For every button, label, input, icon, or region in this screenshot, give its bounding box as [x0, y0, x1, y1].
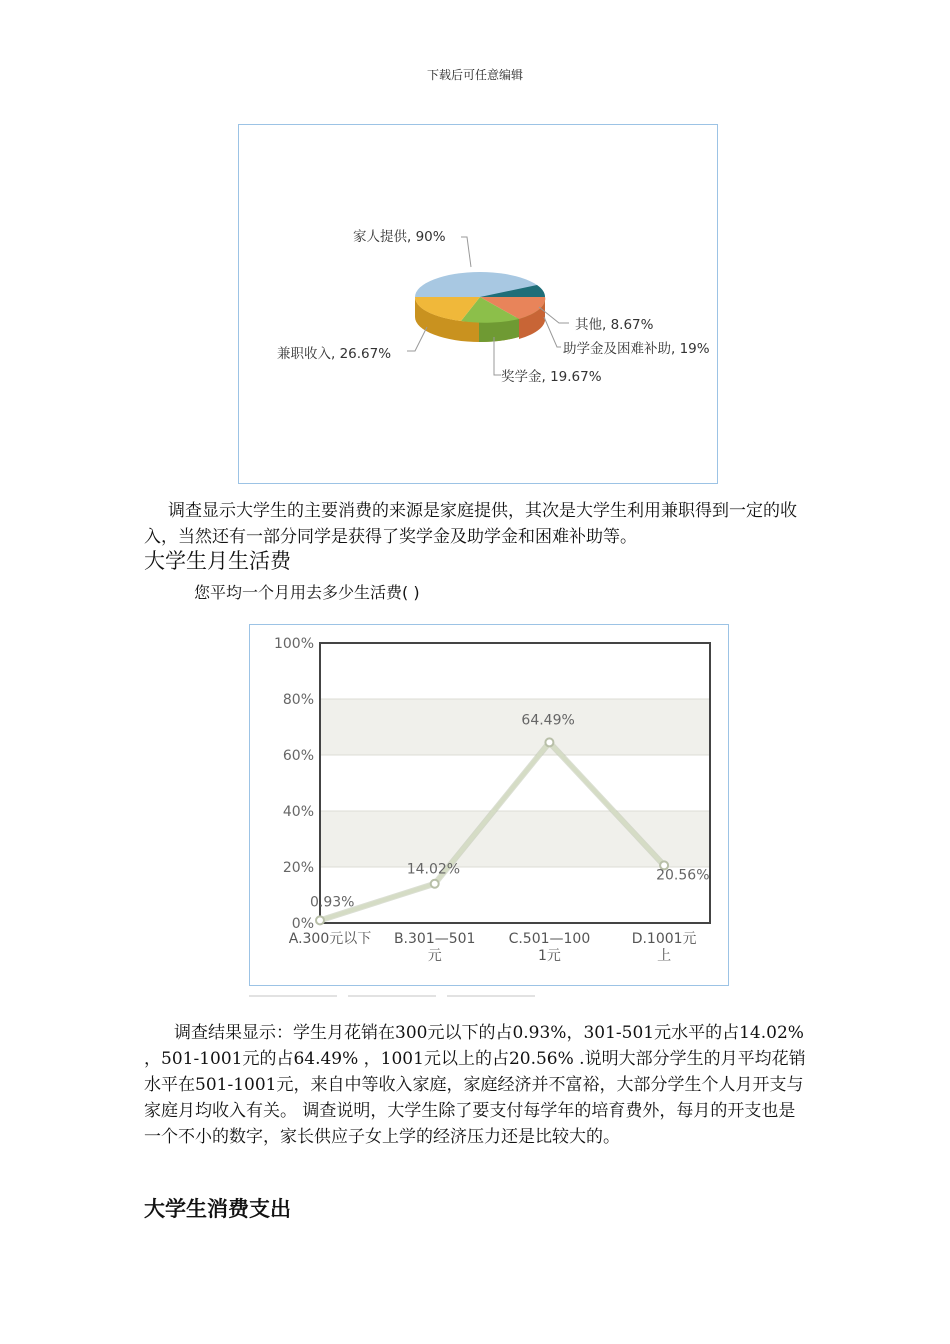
pie-label-family: 家人提供, 90%	[353, 229, 446, 245]
heading-consumption-spending: 大学生消费支出	[144, 1197, 291, 1221]
x-tick-label: 上	[657, 948, 672, 964]
pie-chart-canvas	[239, 125, 717, 483]
pie-leader-aid	[544, 317, 561, 347]
pie-label-aid: 助学金及困难补助, 19%	[563, 341, 710, 357]
pie-label-scholarship: 奖学金, 19.67%	[501, 369, 602, 385]
y-tick-label: 60%	[282, 748, 314, 764]
pie-label-other: 其他, 8.67%	[575, 317, 654, 333]
data-point	[316, 916, 324, 924]
x-tick-label: A.300元以下	[288, 931, 372, 947]
y-tick-label: 100%	[273, 636, 314, 652]
x-tick-label: 元	[427, 948, 442, 964]
x-tick-label: C.501—100	[508, 931, 591, 947]
data-label: 0.93%	[310, 894, 355, 911]
x-tick-label: B.301—501	[393, 931, 476, 947]
heading-monthly-expense: 大学生月生活费	[144, 549, 291, 573]
chart-tab-3[interactable]	[447, 995, 535, 1001]
data-label: 14.02%	[406, 861, 461, 878]
pie-chart	[238, 124, 718, 484]
y-tick-label: 0%	[291, 916, 314, 932]
header-note: 下载后可任意编辑	[426, 68, 523, 82]
pie-leader-family	[461, 237, 471, 267]
chart-tab-2[interactable]	[348, 995, 436, 1001]
data-point	[431, 880, 439, 888]
y-tick-label: 80%	[282, 692, 314, 708]
paragraph-survey-results: 调查结果显示：学生月花销在300元以下的占0.93%，301-501元水平的占14.02% ，501-1001元的占64.49% ，1001元以上的占20.56% .说明大部分学生的月平均花销水平在501-1001元，来自中等收入家庭，家庭经济并不富裕，大部分学生个人月开支与家庭月均收入有关。 调查说明，大学生除了要支付每学年的培育费外，每月的开支也是一个不小的数字，家长供应子女上学的经济压力还是比较大的。	[144, 1023, 806, 1147]
x-tick-label: D.1001元	[631, 931, 697, 947]
line-chart	[249, 624, 729, 986]
data-point	[545, 738, 553, 746]
line-chart-canvas	[250, 625, 728, 985]
data-label: 64.49%	[521, 712, 575, 729]
pie-label-parttime: 兼职收入, 26.67%	[277, 346, 392, 362]
data-label: 20.56%	[656, 867, 710, 884]
pie-leader-parttime	[407, 327, 427, 351]
grid-band	[320, 699, 710, 755]
pie-leader-scholarship	[494, 337, 501, 375]
survey-question: 您平均一个月用去多少生活费( )	[194, 583, 420, 602]
y-tick-label: 20%	[282, 860, 314, 876]
x-tick-label: 1元	[537, 948, 561, 964]
grid-band	[320, 811, 710, 867]
chart-tab-1[interactable]	[249, 995, 337, 1001]
paragraph-income-sources: 调查显示大学生的主要消费的来源是家庭提供，其次是大学生利用兼职得到一定的收入，当然还有一部分同学是获得了奖学金及助学金和困难补助等。	[144, 501, 797, 547]
y-tick-label: 40%	[282, 804, 314, 820]
